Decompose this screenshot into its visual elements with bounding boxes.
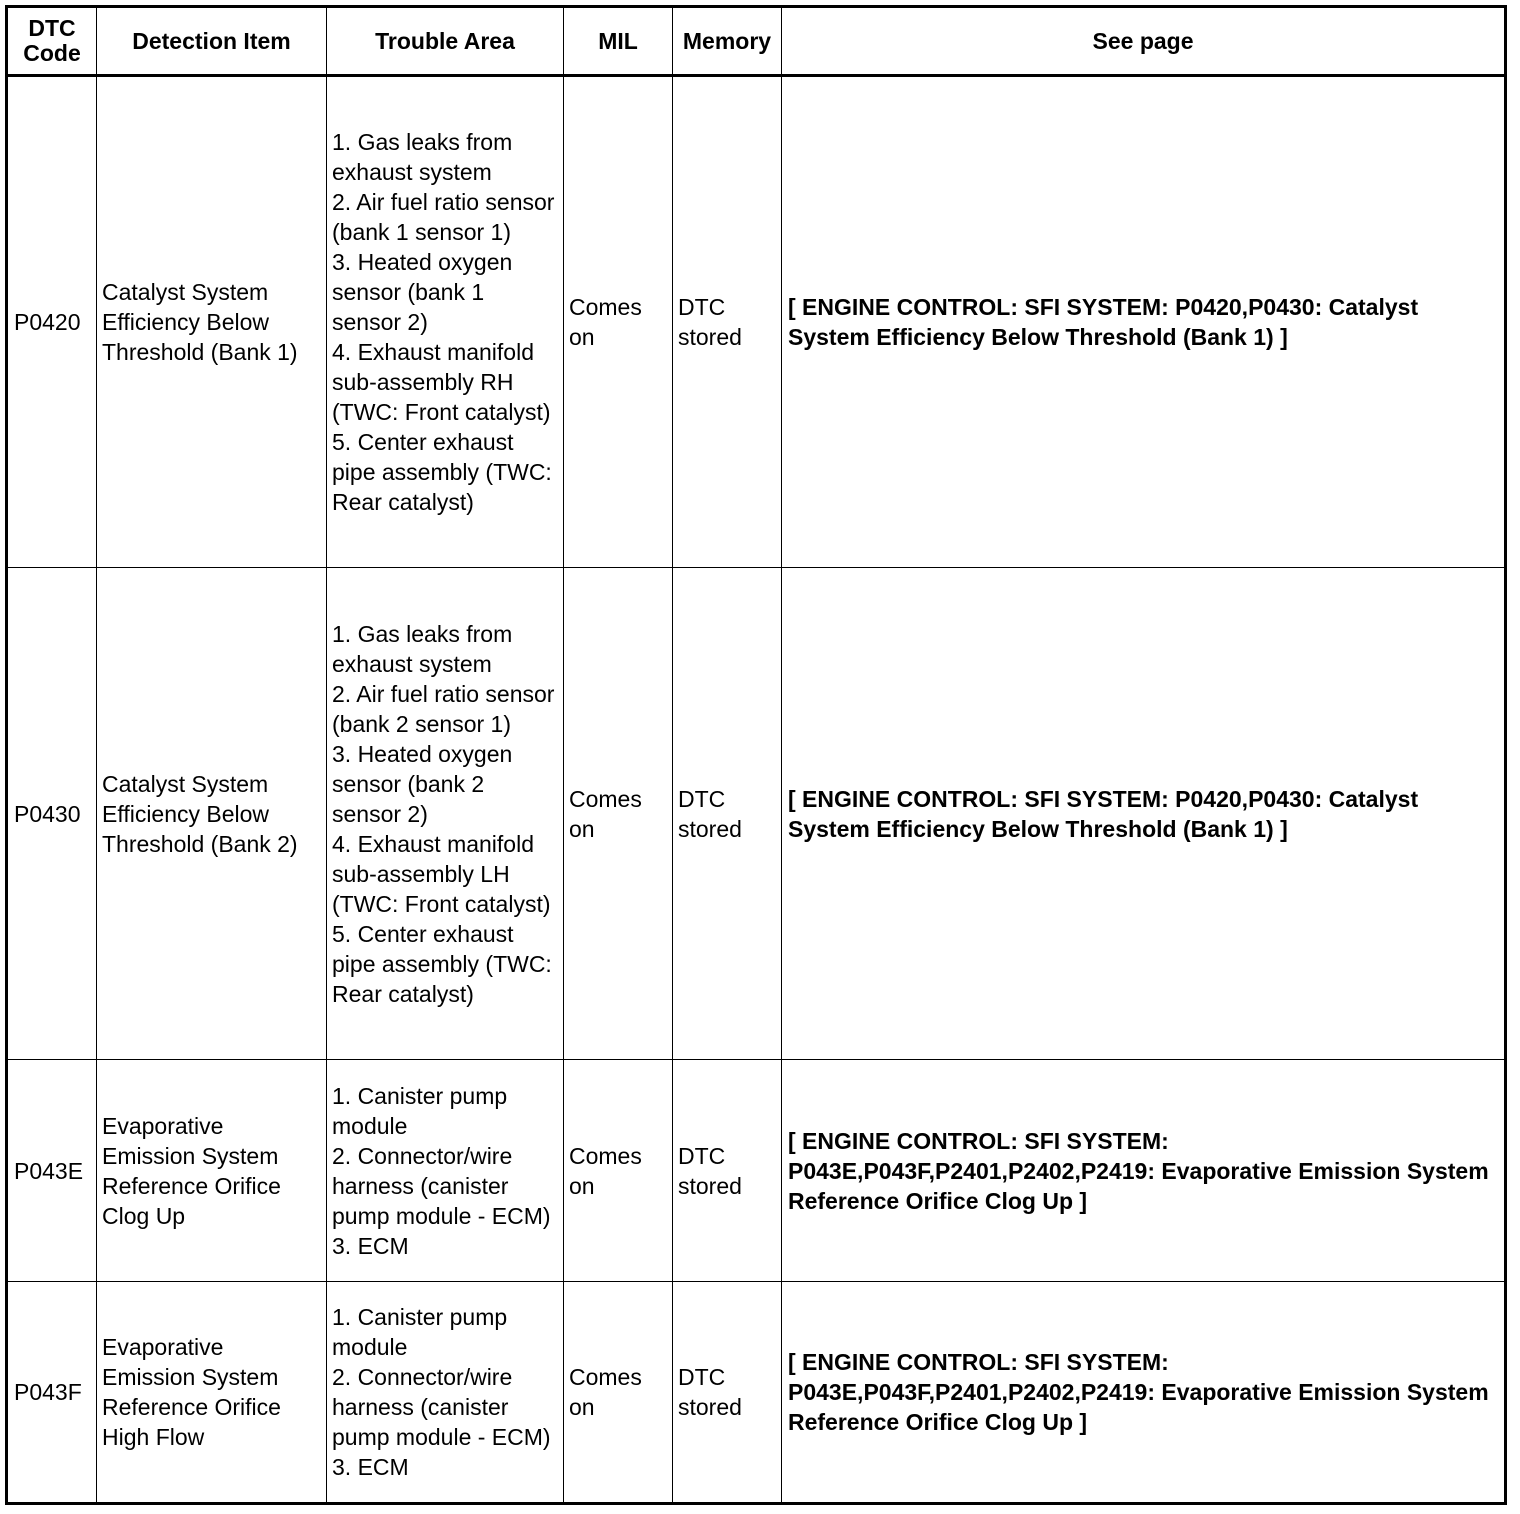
table-body [7,76,1506,1504]
header-row [7,7,1506,76]
see-page-link[interactable]: [ ENGINE CONTROL: SFI SYSTEM: P043E,P043F,P2401,P2402,P2419: Evaporative Emission System Reference Orifice Clog Up ] [782,1060,1506,1282]
see-page-link[interactable]: [ ENGINE CONTROL: SFI SYSTEM: P043E,P043F,P2401,P2402,P2419: Evaporative Emission System Reference Orifice Clog Up ] [782,1282,1506,1504]
table-row [7,1282,1506,1504]
see-page-link[interactable]: [ ENGINE CONTROL: SFI SYSTEM: P0420,P0430: Catalyst System Efficiency Below Threshold (Bank 1) ] [782,568,1506,1060]
memory-cell: DTC stored [673,1060,782,1282]
trouble-area-item: 3. Heated oxygen sensor (bank 2 sensor 2) [332,740,513,827]
trouble-area-item: 1. Canister pump module [332,1082,508,1139]
trouble-area-item: 2. Connector/wire harness (canister pump module - ECM) [332,1142,551,1229]
trouble-area-item: 2. Air fuel ratio sensor (bank 1 sensor 1) [332,189,555,245]
dtc-code-cell: P0420 [7,76,97,568]
trouble-area-item: 1. Gas leaks from exhaust system [332,129,513,185]
trouble-area-item: 5. Center exhaust pipe assembly (TWC: Rear catalyst) [332,429,552,515]
dtc-table [5,5,1507,1505]
mil-cell: Comes on [564,76,673,568]
mil-cell: Comes on [564,568,673,1060]
trouble-area-cell [327,568,564,1060]
mil-cell: Comes on [564,1060,673,1282]
trouble-area-item: 2. Air fuel ratio sensor (bank 2 sensor 1) [332,680,555,737]
table-row [7,76,1506,568]
table-row [7,568,1506,1060]
header-mil: MIL [564,7,673,76]
trouble-area-cell [327,1282,564,1504]
header-see-page: See page [782,7,1506,76]
header-dtc-code: DTC Code [7,7,97,76]
trouble-area-item: 1. Canister pump module [332,1304,508,1360]
detection-item-cell: Evaporative Emission System Reference Orifice High Flow [97,1282,327,1504]
see-page-link[interactable]: [ ENGINE CONTROL: SFI SYSTEM: P0420,P0430: Catalyst System Efficiency Below Threshold (Bank 1) ] [782,76,1506,568]
memory-cell: DTC stored [673,76,782,568]
dtc-code-cell: P0430 [7,568,97,1060]
trouble-area-item: 3. Heated oxygen sensor (bank 1 sensor 2) [332,249,513,335]
trouble-area-item: 4. Exhaust manifold sub-assembly RH (TWC: Front catalyst) [332,339,551,425]
trouble-area-item: 5. Center exhaust pipe assembly (TWC: Rear catalyst) [332,920,552,1007]
detection-item-cell: Catalyst System Efficiency Below Threshold (Bank 2) [97,568,327,1060]
header-trouble-area: Trouble Area [327,7,564,76]
header-detection-item: Detection Item [97,7,327,76]
dtc-code-cell: P043F [7,1282,97,1504]
table-header [7,7,1506,76]
mil-cell: Comes on [564,1282,673,1504]
memory-cell: DTC stored [673,568,782,1060]
trouble-area-item: 3. ECM [332,1232,409,1259]
header-memory: Memory [673,7,782,76]
memory-cell: DTC stored [673,1282,782,1504]
trouble-area-cell [327,1060,564,1282]
trouble-area-cell [327,76,564,568]
table-row [7,1060,1506,1282]
detection-item-cell: Evaporative Emission System Reference Orifice Clog Up [97,1060,327,1282]
detection-item-cell: Catalyst System Efficiency Below Threshold (Bank 1) [97,76,327,568]
trouble-area-item: 1. Gas leaks from exhaust system [332,620,513,677]
trouble-area-item: 2. Connector/wire harness (canister pump module - ECM) [332,1364,551,1450]
trouble-area-item: 4. Exhaust manifold sub-assembly LH (TWC: Front catalyst) [332,830,551,917]
dtc-code-cell: P043E [7,1060,97,1282]
trouble-area-item: 3. ECM [332,1454,409,1480]
